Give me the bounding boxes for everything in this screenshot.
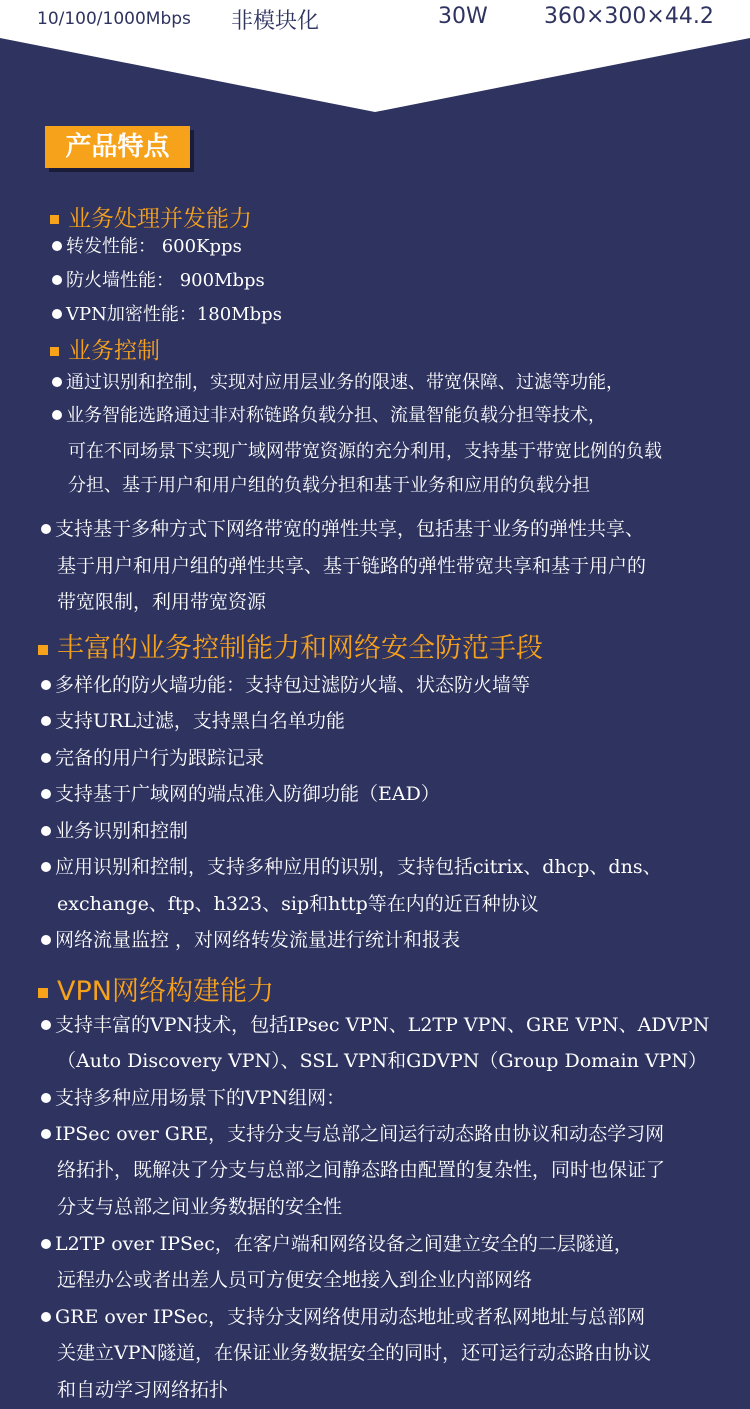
- list-item: 多样化的防火墙功能：支持包过滤防火墙、状态防火墙等: [41, 673, 530, 697]
- bullet-icon: [41, 716, 51, 726]
- square-bullet-icon: [50, 347, 59, 356]
- list-item: 网络流量监控 ，对网络转发流量进行统计和报表: [41, 928, 460, 952]
- bullet-icon: [52, 410, 62, 420]
- list-item: 应用识别和控制，支持多种应用的识别，支持包括citrix、dhcp、dns、: [41, 855, 662, 879]
- list-item-continuation: 带宽限制，利用带宽资源: [57, 591, 267, 613]
- list-item: 完备的用户行为跟踪记录: [41, 746, 264, 770]
- section-heading-vpn: [38, 969, 274, 1008]
- section-title: 业务处理并发能力: [68, 206, 252, 232]
- list-item: VPN加密性能：180Mbps: [52, 303, 282, 327]
- list-item: 支持丰富的VPN技术，包括IPsec VPN、L2TP VPN、GRE VPN、ADVPN: [41, 1013, 709, 1037]
- list-item-continuation: 基于用户和用户组的弹性共享、基于链路的弹性带宽共享和基于用户的: [57, 555, 647, 577]
- bullet-icon: [41, 935, 51, 945]
- spec-power: 30W: [438, 4, 488, 29]
- list-item: 支持URL过滤，支持黑白名单功能: [41, 709, 345, 733]
- bullet-icon: [41, 1312, 51, 1322]
- square-bullet-icon: [50, 215, 59, 224]
- spec-module: 非模块化: [231, 9, 320, 34]
- product-features-tag: 产品特点: [45, 126, 190, 168]
- bullet-icon: [41, 680, 51, 690]
- bullet-icon: [52, 377, 62, 387]
- list-item: 业务识别和控制: [41, 819, 188, 843]
- bullet-icon: [52, 241, 62, 251]
- square-bullet-icon: [38, 645, 48, 655]
- section-heading-security: [38, 626, 543, 665]
- list-item: 支持基于多种方式下网络带宽的弹性共享，包括基于业务的弹性共享、: [41, 517, 644, 541]
- list-item: IPSec over GRE，支持分支与总部之间运行动态路由协议和动态学习网: [41, 1122, 664, 1146]
- bullet-icon: [41, 753, 51, 763]
- bullet-icon: [41, 1129, 51, 1139]
- spec-size: 360×300×44.2: [544, 4, 714, 29]
- list-item: 支持多种应用场景下的VPN组网：: [41, 1086, 345, 1110]
- bullet-icon: [41, 826, 51, 836]
- list-item: 防火墙性能： 900Mbps: [52, 269, 265, 293]
- bullet-icon: [41, 524, 51, 534]
- list-item-continuation: （Auto Discovery VPN）、SSL VPN和GDVPN（Group Domain VPN）: [57, 1050, 708, 1072]
- bullet-icon: [52, 309, 62, 319]
- bullet-icon: [52, 275, 62, 285]
- bullet-icon: [41, 862, 51, 872]
- list-item-continuation: 可在不同场景下实现广域网带宽资源的充分利用，支持基于带宽比例的负载: [68, 441, 662, 462]
- bullet-icon: [41, 1020, 51, 1030]
- list-item-continuation: 远程办公或者出差人员可方便安全地接入到企业内部网络: [57, 1269, 533, 1291]
- list-item: L2TP over IPSec，在客户端和网络设备之间建立安全的二层隧道，: [41, 1232, 633, 1256]
- list-item-continuation: 分支与总部之间业务数据的安全性: [57, 1196, 343, 1218]
- bullet-icon: [41, 1239, 51, 1249]
- section-title: 丰富的业务控制能力和网络安全防范手段: [57, 633, 543, 664]
- section-title: VPN网络构建能力: [57, 976, 274, 1007]
- bullet-icon: [41, 789, 51, 799]
- list-item: GRE over IPSec，支持分支网络使用动态地址或者私网地址与总部网: [41, 1305, 645, 1329]
- list-item-continuation: 分担、基于用户和用户组的负载分担和基于业务和应用的负载分担: [68, 475, 590, 496]
- list-item-continuation: exchange、ftp、h323、sip和http等在内的近百种协议: [57, 893, 539, 915]
- section-heading-service-control: [50, 332, 160, 365]
- list-item-continuation: 关建立VPN隧道，在保证业务数据安全的同时，还可运行动态路由协议: [57, 1342, 652, 1364]
- list-item: 通过识别和控制，实现对应用层业务的限速、带宽保障、过滤等功能，: [52, 371, 624, 395]
- section-title: 业务控制: [68, 338, 160, 364]
- list-item-continuation: 和自动学习网络拓扑: [57, 1379, 229, 1401]
- bullet-icon: [41, 1093, 51, 1103]
- list-item: 支持基于广域网的端点准入防御功能（EAD）: [41, 782, 440, 806]
- square-bullet-icon: [38, 988, 48, 998]
- spec-interface: 10/100/1000Mbps: [37, 9, 191, 29]
- list-item: 业务智能选路通过非对称链路负载分担、流量智能负载分担等技术，: [52, 404, 606, 428]
- section-heading-performance: [50, 200, 252, 233]
- list-item: 转发性能： 600Kpps: [52, 235, 242, 259]
- list-item-continuation: 络拓扑，既解决了分支与总部之间静态路由配置的复杂性，同时也保证了: [57, 1159, 666, 1181]
